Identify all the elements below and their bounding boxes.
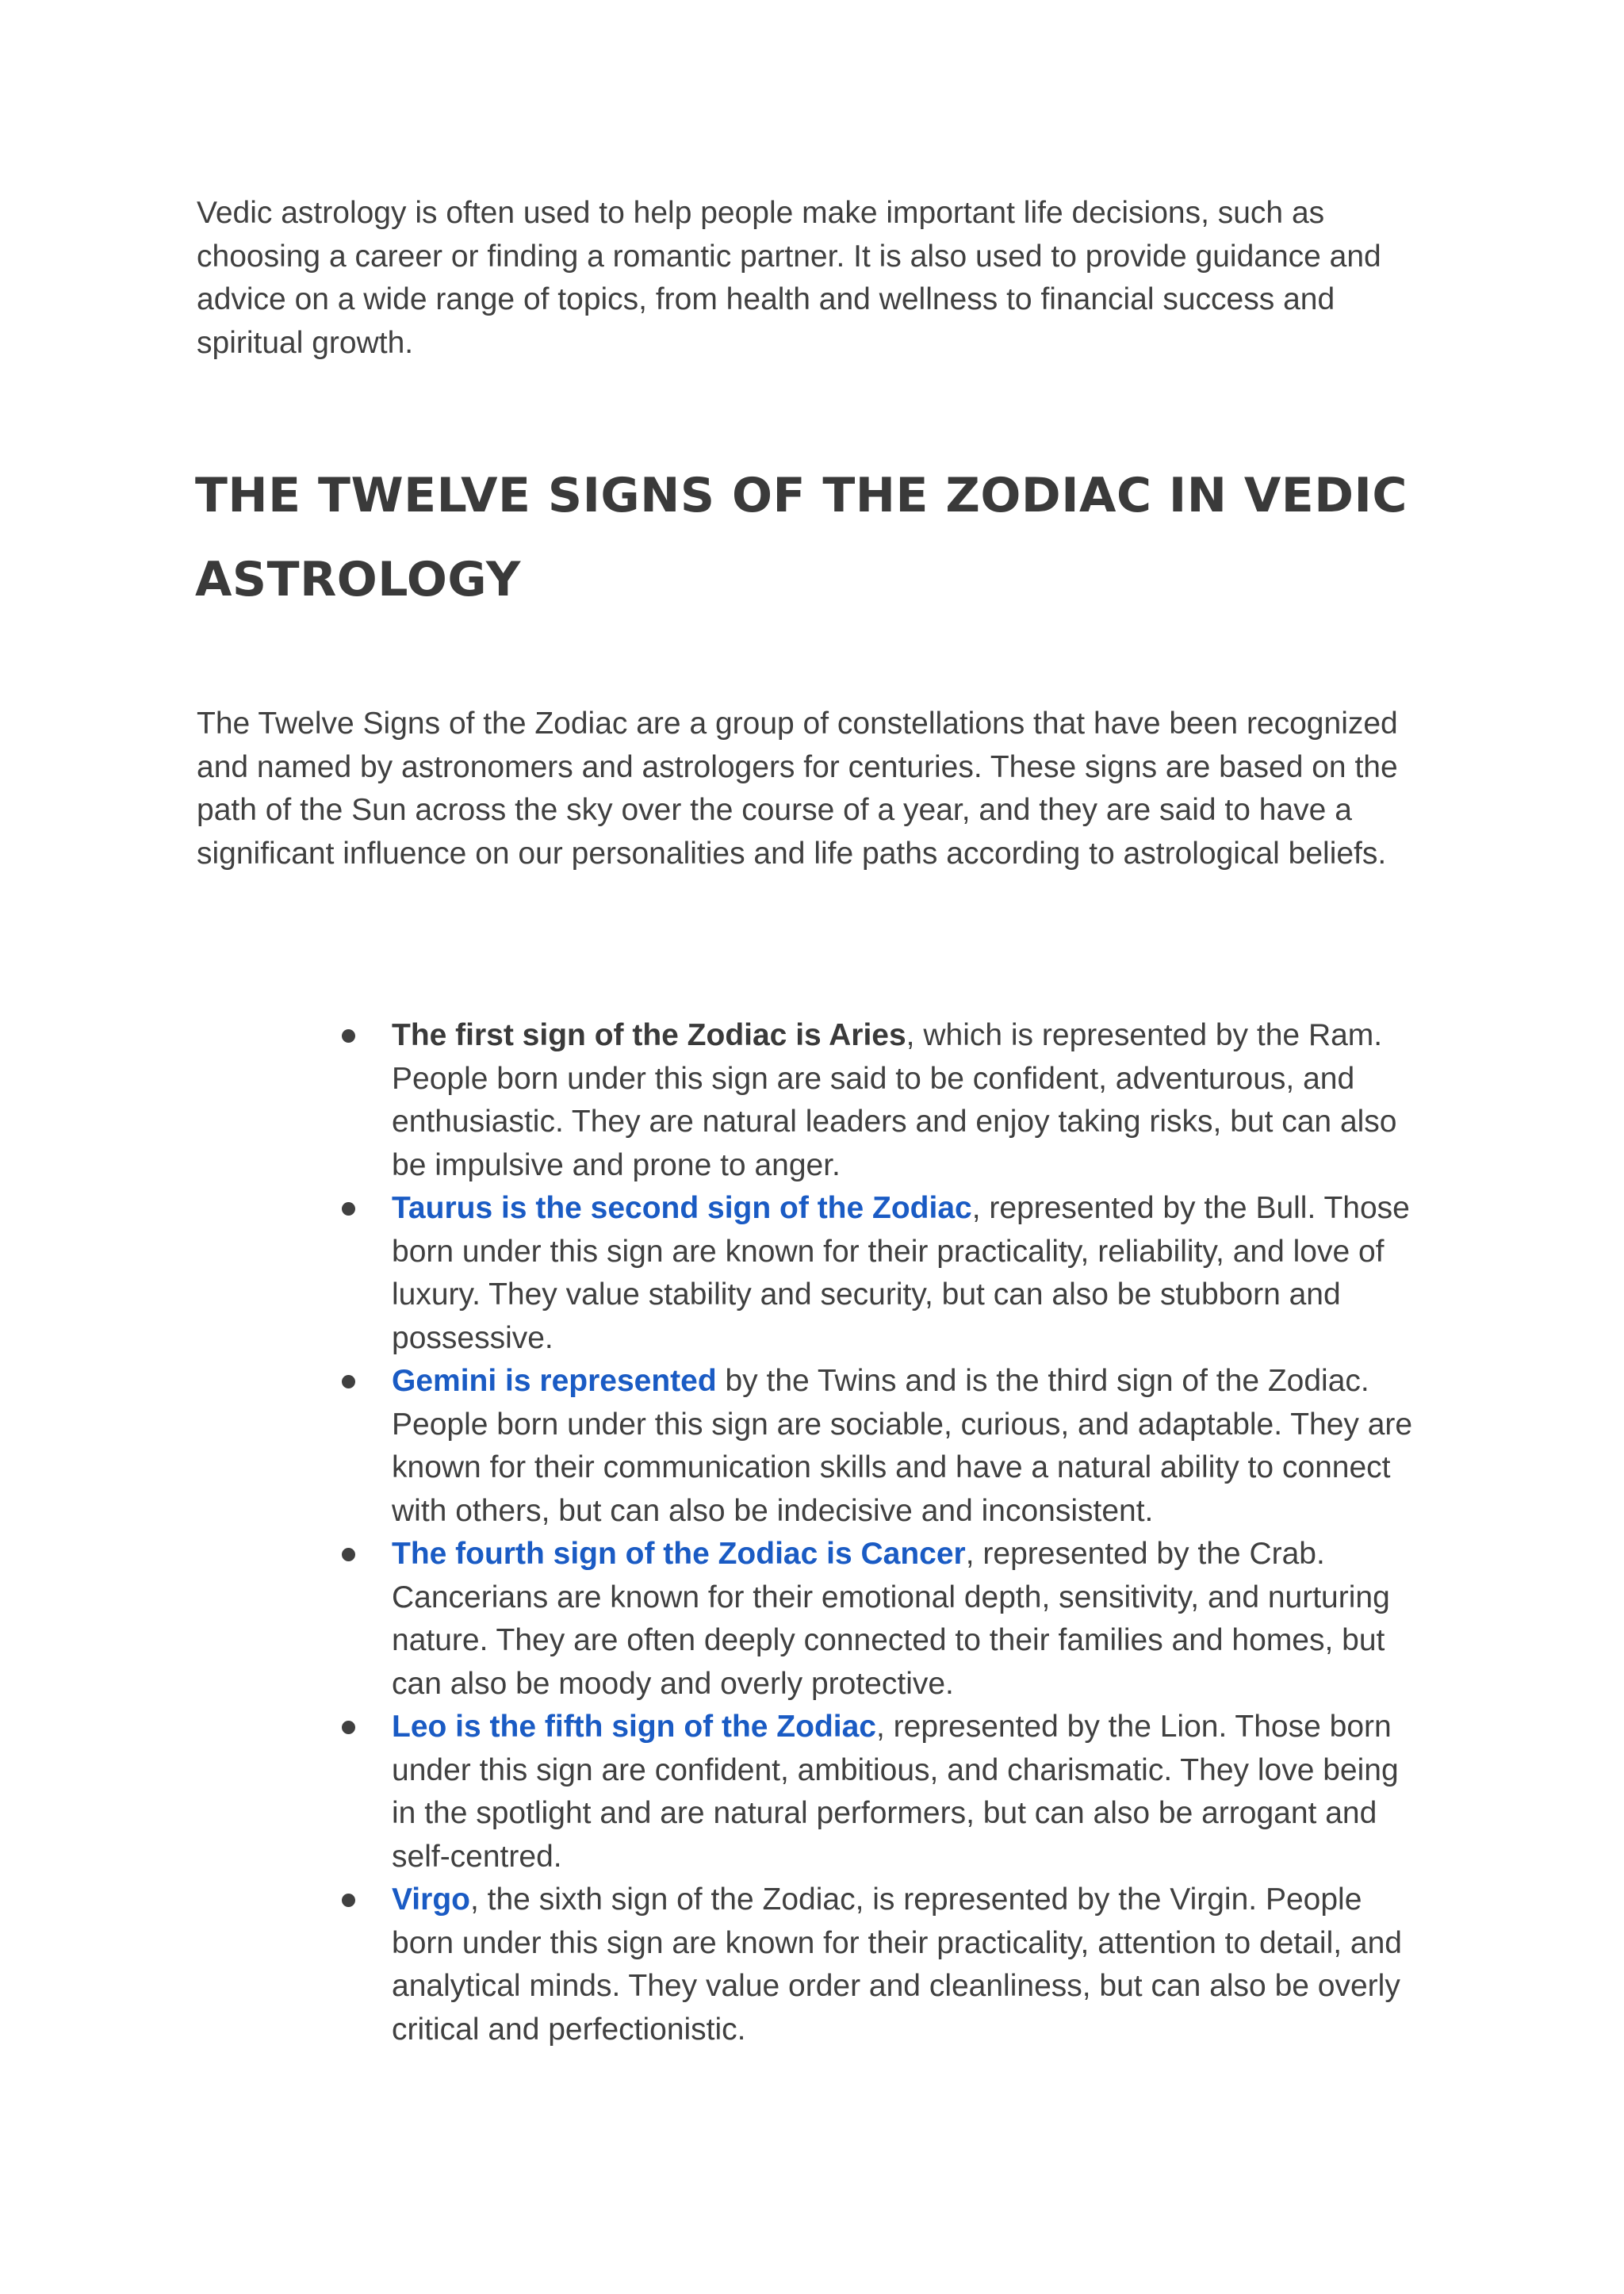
sign-description: , represented by the Bull. Those born under this sign are known for their practicality, reliability, and love of luxury. They value stability and security, but can also be stubborn and possessive. (392, 1191, 1410, 1355)
list-item-taurus (392, 1187, 1423, 1360)
list-item-cancer (392, 1533, 1423, 1706)
sign-description: , represented by the Lion. Those born under this sign are confident, ambitious, and charismatic. They love being in the spotlight and are natural performers, but can also be arrogant and self-centred. (392, 1710, 1399, 1874)
taurus-link[interactable]: Taurus is the second sign of the Zodiac (392, 1191, 972, 1225)
sign-description: , the sixth sign of the Zodiac, is represented by the Virgin. People born under this sign are known for their practicality, attention to detail, and analytical minds. They value order and cleanliness, but can also be overly critical and perfectionistic. (392, 1882, 1402, 2047)
bullet-icon (342, 1721, 355, 1734)
list-item-virgo (392, 1878, 1423, 2051)
zodiac-description-paragraph: The Twelve Signs of the Zodiac are a group of constellations that have been recognized and named by astronomers and astrologers for centuries. These signs are based on the path of the Sun across the sky over the course of a year, and they are said to have a significant influence on our personalities and life paths according to astrological beliefs. (197, 707, 1398, 871)
gemini-link[interactable]: Gemini is represented (392, 1364, 717, 1398)
list-item-gemini (392, 1360, 1423, 1533)
bullet-icon (342, 1375, 355, 1388)
bullet-icon (342, 1202, 355, 1216)
leo-link[interactable]: Leo is the fifth sign of the Zodiac (392, 1710, 876, 1744)
section-heading: THE TWELVE SIGNS OF THE ZODIAC IN VEDIC ASTROLOGY (195, 468, 1408, 607)
intro-paragraph: Vedic astrology is often used to help people make important life decisions, such as choosing a career or finding a romantic partner. It is also used to provide guidance and advice on a wide range of topics, from health and wellness to financial success and spiritual growth. (197, 196, 1381, 360)
bullet-icon (342, 1894, 355, 1907)
sign-description: , represented by the Crab. Cancerians are known for their emotional depth, sensitivity, and nurturing nature. They are often deeply connected to their families and homes, but can also be moody and overly protective. (392, 1537, 1390, 1701)
zodiac-sign-list (0, 1014, 1624, 2051)
bullet-icon (342, 1029, 355, 1043)
bullet-icon (342, 1548, 355, 1561)
sign-description: , which is represented by the Ram. People born under this sign are said to be confident, adventurous, and enthusiastic. They are natural leaders and enjoy taking risks, but can also be impulsive and prone to anger. (392, 1018, 1397, 1182)
list-item-aries (392, 1014, 1423, 1187)
list-item-leo (392, 1706, 1423, 1878)
cancer-link[interactable]: The fourth sign of the Zodiac is Cancer (392, 1537, 966, 1571)
sign-lead-text: The first sign of the Zodiac is Aries (392, 1018, 906, 1052)
virgo-link[interactable]: Virgo (392, 1882, 470, 1917)
sign-description: by the Twins and is the third sign of the Zodiac. People born under this sign are sociable, curious, and adaptable. They are known for their communication skills and have a natural ability to connect with others, but can also be indecisive and inconsistent. (392, 1364, 1413, 1528)
